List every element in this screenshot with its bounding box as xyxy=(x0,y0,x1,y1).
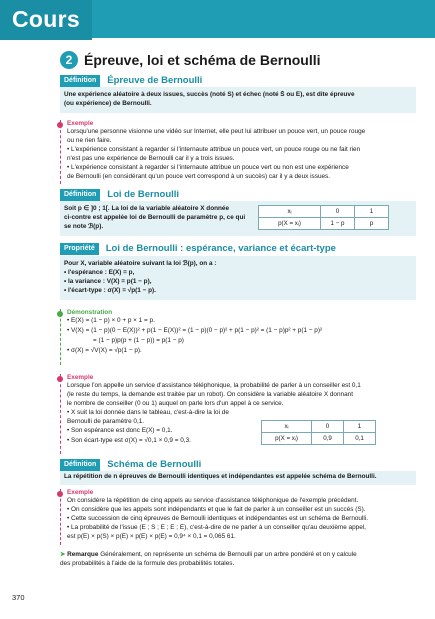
arrow-right-icon: ➤ xyxy=(60,551,66,558)
example2-line: Bernoulli de paramètre 0,1. xyxy=(67,418,145,426)
def3-box xyxy=(60,471,416,485)
property-line: • l'espérance : E(X) = p, xyxy=(64,268,135,276)
table-header-cell: 0 xyxy=(321,206,355,218)
table-cell: 0,1 xyxy=(344,433,376,445)
def2-line: Soit p ∈ ]0 ; 1[. La loi de la variable aléatoire X donnée xyxy=(64,205,230,212)
section-heading xyxy=(60,51,321,69)
example-marker xyxy=(57,491,63,497)
example1 xyxy=(60,120,416,184)
example3-line: • La probabilité de l'issue (E ; S ; E ; E ; E), c'est-à-dire de ne parler à un conseiller qu'au deuxième appel, xyxy=(67,524,366,532)
example1-line: de Bernoulli (en considérant qu'un pouce vert correspond à un succès) car il y a deux issues. xyxy=(67,173,331,181)
def1-line: Une expérience aléatoire à deux issues, succès (noté S) et échec (noté S̄ ou E), est dite épreuve xyxy=(64,91,355,98)
def1-title: Épreuve de Bernoulli xyxy=(107,75,203,87)
def2-box xyxy=(60,201,416,236)
property-line: Pour X, variable aléatoire suivant la loi ℬ(p), on a : xyxy=(64,260,217,267)
example2-line: • Son écart-type est σ(X) = √0,1 × 0,9 = 0,3. xyxy=(67,436,191,444)
example-marker xyxy=(57,376,63,382)
example3-line: • Cette succession de cinq épreuves de Bernoulli identiques et indépendantes est un schéma de Bernoulli. xyxy=(67,515,369,523)
demonstration-line: • E(X) = (1 − p) × 0 + p × 1 = p. xyxy=(67,317,155,324)
property-line: • l'écart-type : σ(X) = √p(1 − p). xyxy=(64,286,156,294)
example2-line: le nombre de conseiller (0 ou 1) auquel on parle lors d'un appel à ce service. xyxy=(67,400,284,408)
demonstration-title: Démonstration xyxy=(67,309,113,316)
table-header-cell: 0 xyxy=(312,421,344,433)
example3-line: On considère la répétition de cinq appels au service d'assistance téléphonique de l'exemple précédent. xyxy=(67,497,359,504)
table-cell: p(X = xᵢ) xyxy=(262,433,312,445)
table-cell: 1 − p xyxy=(321,218,355,230)
example1-line: n'est pas une expérience de Bernoulli car il y a trois issues. xyxy=(67,155,235,163)
property-line: • la variance : V(X) = p(1 − p), xyxy=(64,277,152,285)
example2-line: • X suit la loi donnée dans le tableau, c'est-à-dire la loi de xyxy=(67,409,229,417)
def2-line: se note ℬ(p). xyxy=(64,222,104,230)
example1-title: Exemple xyxy=(67,120,94,127)
demonstration xyxy=(60,309,416,365)
def1-box xyxy=(60,87,416,113)
example3-line: • On considère que les appels sont indépendants et que le fait de parler à un conseiller est un succès (S). xyxy=(67,506,366,514)
property-box xyxy=(60,256,416,300)
def1-heading xyxy=(60,75,202,87)
table-cell: p(X = xᵢ) xyxy=(259,218,321,230)
table-header-cell: 1 xyxy=(344,421,376,433)
example2-line: • Son espérance est donc E(X) = 0,1. xyxy=(67,427,173,435)
remark-line: Généralement, on représente un schéma de Bernoulli par un arbre pondéré et on y calcule xyxy=(100,551,357,558)
advisor-law-table xyxy=(261,420,376,445)
table-header-cell: xᵢ xyxy=(262,421,312,433)
example2 xyxy=(60,374,416,454)
example2-line: Lorsque l'on appelle un service d'assistance téléphonique, la probabilité de parler à un conseiller est 0,1 xyxy=(67,382,361,389)
property-tag: Propriété xyxy=(60,243,99,255)
def2-title: Loi de Bernoulli xyxy=(107,189,180,201)
section-title: Épreuve, loi et schéma de Bernoulli xyxy=(84,52,321,68)
section-number: 2 xyxy=(60,51,78,69)
demonstration-line: • σ(X) = √V(X) = √p(1 − p). xyxy=(67,346,142,354)
example1-line: • L'expérience consistant à regarder si l'internaute attribue un pouce vert ou non est une expérience xyxy=(67,164,349,172)
remark-label: Remarque xyxy=(67,551,99,558)
example1-line: • L'expérience consistant à regarder si l'internaute attribue un pouce vert, un pouce rouge ou ne fait rien xyxy=(67,146,361,154)
table-header-cell: 1 xyxy=(355,206,389,218)
example1-line: Lorsqu'une personne visionne une vidéo sur Internet, elle peut lui attribuer un pouce vert, un pouce rouge xyxy=(67,128,366,135)
bernoulli-law-table xyxy=(258,205,389,230)
def1-tag: Définition xyxy=(60,75,100,87)
demonstration-line: • V(X) = (1 − p)(0 − E(X))² + p(1 − E(X))² = (1 − p)(0 − p)² + p(1 − p)² = (1 − p)p² + p(1 − p)² xyxy=(67,326,323,334)
example3-line: est p(E) × p(S) × p(E) × p(E) × p(E) = 0,9⁴ × 0,1 = 0,065 61. xyxy=(67,533,236,541)
page-number: 370 xyxy=(12,593,25,602)
def2-heading xyxy=(60,189,179,201)
remark xyxy=(60,550,416,568)
property-title: Loi de Bernoulli : espérance, variance et écart-type xyxy=(105,243,336,255)
example1-line: ou ne rien faire. xyxy=(67,137,112,145)
table-header-cell: xᵢ xyxy=(259,206,321,218)
def3-line: La répétition de n épreuves de Bernoulli identiques et indépendantes est appelée schéma de Bernoulli. xyxy=(64,473,377,480)
example-marker xyxy=(57,122,63,128)
demonstration-line: = (1 − p)p(p + (1 − p)) = p(1 − p) xyxy=(93,336,184,344)
def1-line: (ou expérience) de Bernoulli. xyxy=(64,99,152,107)
example3 xyxy=(60,489,416,545)
table-cell: p xyxy=(355,218,389,230)
def3-tag: Définition xyxy=(60,459,100,471)
chapter-header xyxy=(0,0,435,52)
def2-tag: Définition xyxy=(60,189,100,201)
remark-line: des probabilités à l'aide de la formule des probabilités totales. xyxy=(60,560,235,568)
def2-line: ci-contre est appelée loi de Bernoulli de paramètre p, ce qui xyxy=(64,213,246,221)
property-heading xyxy=(60,243,336,255)
def3-title: Schéma de Bernoulli xyxy=(107,459,202,471)
def3-heading xyxy=(60,459,201,471)
header-title: Cours xyxy=(12,6,80,32)
example2-line: (le reste du temps, la demande est traitée par un robot). On considère la variable aléatoire X donnant xyxy=(67,391,353,399)
demonstration-marker xyxy=(57,311,63,317)
example2-title: Exemple xyxy=(67,374,94,381)
example3-title: Exemple xyxy=(67,489,94,496)
table-cell: 0,9 xyxy=(312,433,344,445)
